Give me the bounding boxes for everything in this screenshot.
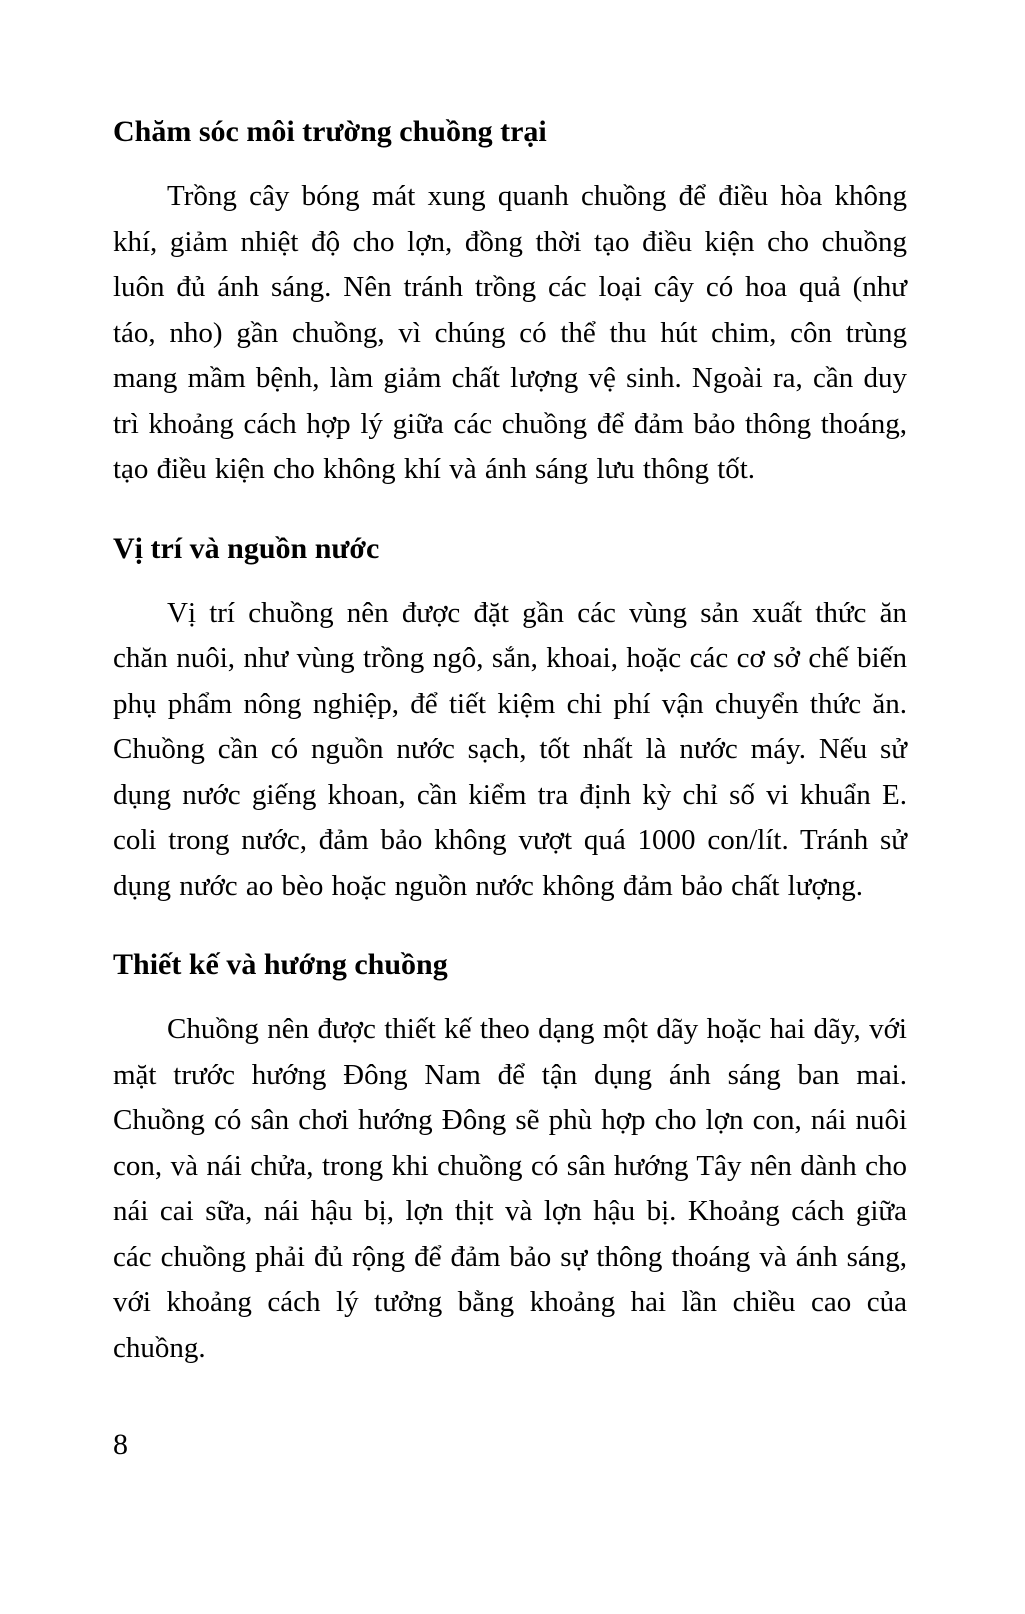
section-heading-design-orientation: Thiết kế và hướng chuồng xyxy=(113,948,448,981)
section-paragraph-environment-care: Trồng cây bóng mát xung quanh chuồng để điều hòa không khí, giảm nhiệt độ cho lợn, đồng thời tạo điều kiện cho chuồng luôn đủ ánh sáng. Nên tránh trồng các loại cây có hoa quả (như táo, nho) gần chuồng, vì chúng có thể thu hút chim, côn trùng mang mầm bệnh, làm giảm chất lượng vệ sinh. Ngoài ra, cần duy trì khoảng cách hợp lý giữa các chuồng để đảm bảo thông thoáng, tạo điều kiện cho không khí và ánh sáng lưu thông tốt. xyxy=(113,180,907,485)
section-paragraph-design-orientation: Chuồng nên được thiết kế theo dạng một dãy hoặc hai dãy, với mặt trước hướng Đông Nam để tận dụng ánh sáng ban mai. Chuồng có sân chơi hướng Đông sẽ phù hợp cho lợn con, nái nuôi con, và nái chửa, trong khi chuồng có sân hướng Tây nên dành cho nái cai sữa, nái hậu bị, lợn thịt và lợn hậu bị. Khoảng cách giữa các chuồng phải đủ rộng để đảm bảo sự thông thoáng và ánh sáng, với khoảng cách lý tưởng bằng khoảng hai lần chiều cao của chuồng. xyxy=(113,1013,907,1364)
section-environment-care xyxy=(113,112,907,493)
section-design-orientation xyxy=(113,945,907,1371)
section-heading-environment-care: Chăm sóc môi trường chuồng trại xyxy=(113,115,547,148)
section-paragraph-location-water: Vị trí chuồng nên được đặt gần các vùng sản xuất thức ăn chăn nuôi, như vùng trồng ngô, sắn, khoai, hoặc các cơ sở chế biến phụ phẩm nông nghiệp, để tiết kiệm chi phí vận chuyển thức ăn. Chuồng cần có nguồn nước sạch, tốt nhất là nước máy. Nếu sử dụng nước giếng khoan, cần kiểm tra định kỳ chỉ số vi khuẩn E. coli trong nước, đảm bảo không vượt quá 1000 con/lít. Tránh sử dụng nước ao bèo hoặc nguồn nước không đảm bảo chất lượng. xyxy=(113,596,907,902)
section-heading-location-water: Vị trí và nguồn nước xyxy=(113,531,380,565)
page-number: 8 xyxy=(113,1428,128,1461)
section-location-water xyxy=(113,529,907,910)
